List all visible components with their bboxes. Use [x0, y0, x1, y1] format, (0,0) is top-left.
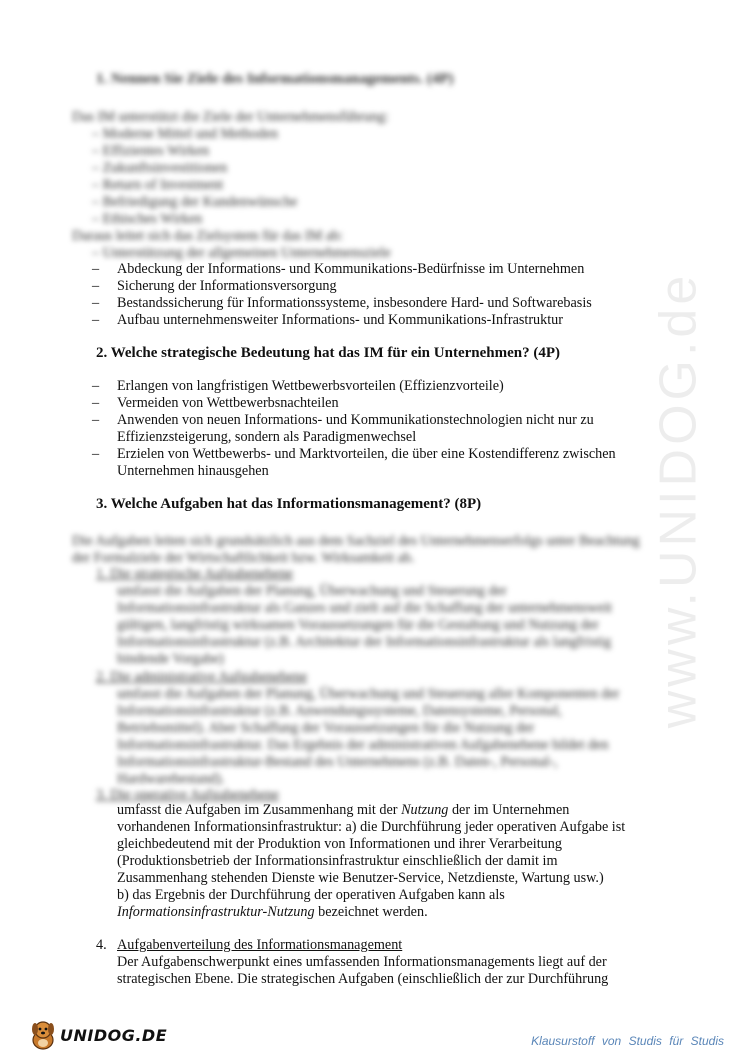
dog-mascot-icon: [28, 1019, 58, 1051]
blurred-line: Daraus leitet sich das Zielsystem für das IM ab:: [72, 228, 344, 244]
paragraph-line: Zusammenhang stehenden Dienste wie Benutzer-Service, Netzdienste, Wartung usw.): [117, 870, 604, 886]
text-run: bezeichnet werden.: [314, 904, 428, 920]
list-bullet: –: [92, 312, 100, 328]
heading-3: 3. Welche Aufgaben hat das Informationsmanagement? (8P): [96, 496, 482, 512]
paragraph-line: [117, 802, 569, 819]
paragraph-line: [117, 904, 428, 921]
blurred-line: Informationsinfrastruktur (z.B. Anwendungssysteme, Datensysteme, Personal,: [117, 703, 562, 719]
list-bullet: –: [92, 378, 100, 394]
paragraph-line: b) das Ergebnis der Durchführung der operativen Aufgaben kann als: [117, 887, 505, 903]
paragraph-line: (Produktionsbetrieb der Informationsinfrastruktur einschließlich der damit im: [117, 853, 558, 869]
list-item: Sicherung der Informationsversorgung: [117, 278, 337, 294]
blurred-line: bindende Vorgabe): [117, 651, 224, 667]
list-item: Abdeckung der Informations- und Kommunikations-Bedürfnisse im Unternehmen: [117, 261, 585, 277]
list-bullet: –: [92, 412, 100, 428]
watermark: [618, 270, 738, 730]
tagline-word: Klausurstoff: [531, 1034, 595, 1048]
blurred-line: – Ethisches Wirken: [92, 211, 203, 227]
blurred-line: – Return of Investment: [92, 177, 224, 193]
blurred-line: – Moderne Mittel und Methoden: [92, 126, 278, 142]
italic-run: Informationsinfrastruktur-Nutzung: [117, 904, 315, 920]
list-item: Vermeiden von Wettbewerbsnachteilen: [117, 395, 339, 411]
blurred-line: 2. Die administrative Aufgabenebene: [96, 669, 308, 685]
heading-2: 2. Welche strategische Bedeutung hat das IM für ein Unternehmen? (4P): [96, 345, 561, 361]
footer-tagline: [529, 1034, 726, 1048]
paragraph-line: Der Aufgabenschwerpunkt eines umfassenden Informationsmanagements liegt auf der: [117, 954, 607, 970]
list-bullet: –: [92, 278, 100, 294]
blurred-line: Die Aufgaben leiten sich grundsätzlich aus dem Sachziel des Unternehmenserfolgs unter Beachtung: [72, 533, 640, 549]
blurred-line: Informationsinfrastruktur als Ganzes und zielt auf die Schaffung der unternehmensweit: [117, 600, 612, 616]
paragraph-line: gleichbedeutend mit der Produktion von Informationen und ihrer Verarbeitung: [117, 836, 562, 852]
paragraph-line: vorhandenen Informationsinfrastruktur: a) die Durchführung jeder operativen Aufgabe ist: [117, 819, 626, 835]
blurred-line: – Effizientes Wirken: [92, 143, 210, 159]
list-item: Aufbau unternehmensweiter Informations- und Kommunikations-Infrastruktur: [117, 312, 564, 328]
blurred-line: Informationsinfrastruktur-Bestand des Unternehmens (z.B. Daten-, Personal-,: [117, 754, 558, 770]
text-run: umfasst die Aufgaben im Zusammenhang mit der: [117, 802, 402, 818]
text-run: der im Unternehmen: [448, 802, 570, 818]
list-bullet: –: [92, 446, 100, 462]
item-4-title: Aufgabenverteilung des Informationsmanagement: [117, 937, 403, 953]
blurred-line: gültigen, langfristig wirksamen Voraussetzungen für die Gestaltung und Nutzung der: [117, 617, 599, 633]
list-item-continuation: Effizienzsteigerung, sondern als Paradigmenwechsel: [117, 429, 417, 445]
blurred-line: Das IM unterstützt die Ziele der Unternehmensführung:: [72, 109, 389, 125]
logo-text: UNIDOG.DE: [60, 1025, 168, 1045]
blurred-line: – Unterstützung der allgemeinen Unternehmensziele: [92, 245, 391, 261]
tagline-word: von: [601, 1034, 622, 1048]
heading-1: 1. Nennen Sie Ziele des Informationsmanagements. (4P): [96, 71, 454, 87]
tagline-word: Studis: [690, 1034, 724, 1048]
blurred-line: – Befriedigung der Kundenwünsche: [92, 194, 298, 210]
blurred-line: 3. Die operative Aufgabenebene: [96, 787, 279, 803]
list-item: Erzielen von Wettbewerbs- und Marktvorteilen, die über eine Kostendifferenz zwischen: [117, 446, 616, 462]
blurred-line: – Zukunftsinvestitionen: [92, 160, 228, 176]
paragraph-line: strategischen Ebene. Die strategischen Aufgaben (einschließlich der zur Durchführung: [117, 971, 609, 987]
blurred-line: umfasst die Aufgaben der Planung, Überwachung und Steuerung aller Komponenten der: [117, 686, 620, 702]
tagline-word: für: [669, 1034, 684, 1048]
tagline-word: Studis: [628, 1034, 662, 1048]
list-item: Erlangen von langfristigen Wettbewerbsvorteilen (Effizienzvorteile): [117, 378, 504, 394]
list-number: 4.: [96, 937, 107, 953]
list-bullet: –: [92, 261, 100, 277]
footer-logo[interactable]: [28, 1018, 167, 1052]
list-item: Anwenden von neuen Informations- und Kommunikationstechnologien nicht nur zu: [117, 412, 594, 428]
list-bullet: –: [92, 295, 100, 311]
blurred-line: Hardwarebestand).: [117, 771, 225, 787]
watermark-text: www.UNIDOG.de: [649, 271, 707, 729]
list-item: Bestandssicherung für Informationssysteme, insbesondere Hard- und Softwarebasis: [117, 295, 592, 311]
blurred-line: der Formalziele der Wirtschaftlichkeit bzw. Wirksamkeit ab.: [72, 550, 415, 566]
list-bullet: –: [92, 395, 100, 411]
blurred-line: umfasst die Aufgaben der Planung, Überwachung und Steuerung der: [117, 583, 507, 599]
blurred-line: Informationsinfrastruktur (z.B. Architektur der Informationsinfrastruktur als langfristig: [117, 634, 612, 650]
italic-run: Nutzung: [401, 802, 449, 818]
blurred-line: Informationsinfrastruktur. Das Ergebnis der administrativen Aufgabenebene bildet den: [117, 737, 609, 753]
list-item-continuation: Unternehmen hinausgehen: [117, 463, 269, 479]
blurred-line: Betriebsmittel). Aber Schaffung der Voraussetzungen für die Nutzung der: [117, 720, 535, 736]
blurred-line: 1. Die strategische Aufgabenebene: [96, 566, 293, 582]
